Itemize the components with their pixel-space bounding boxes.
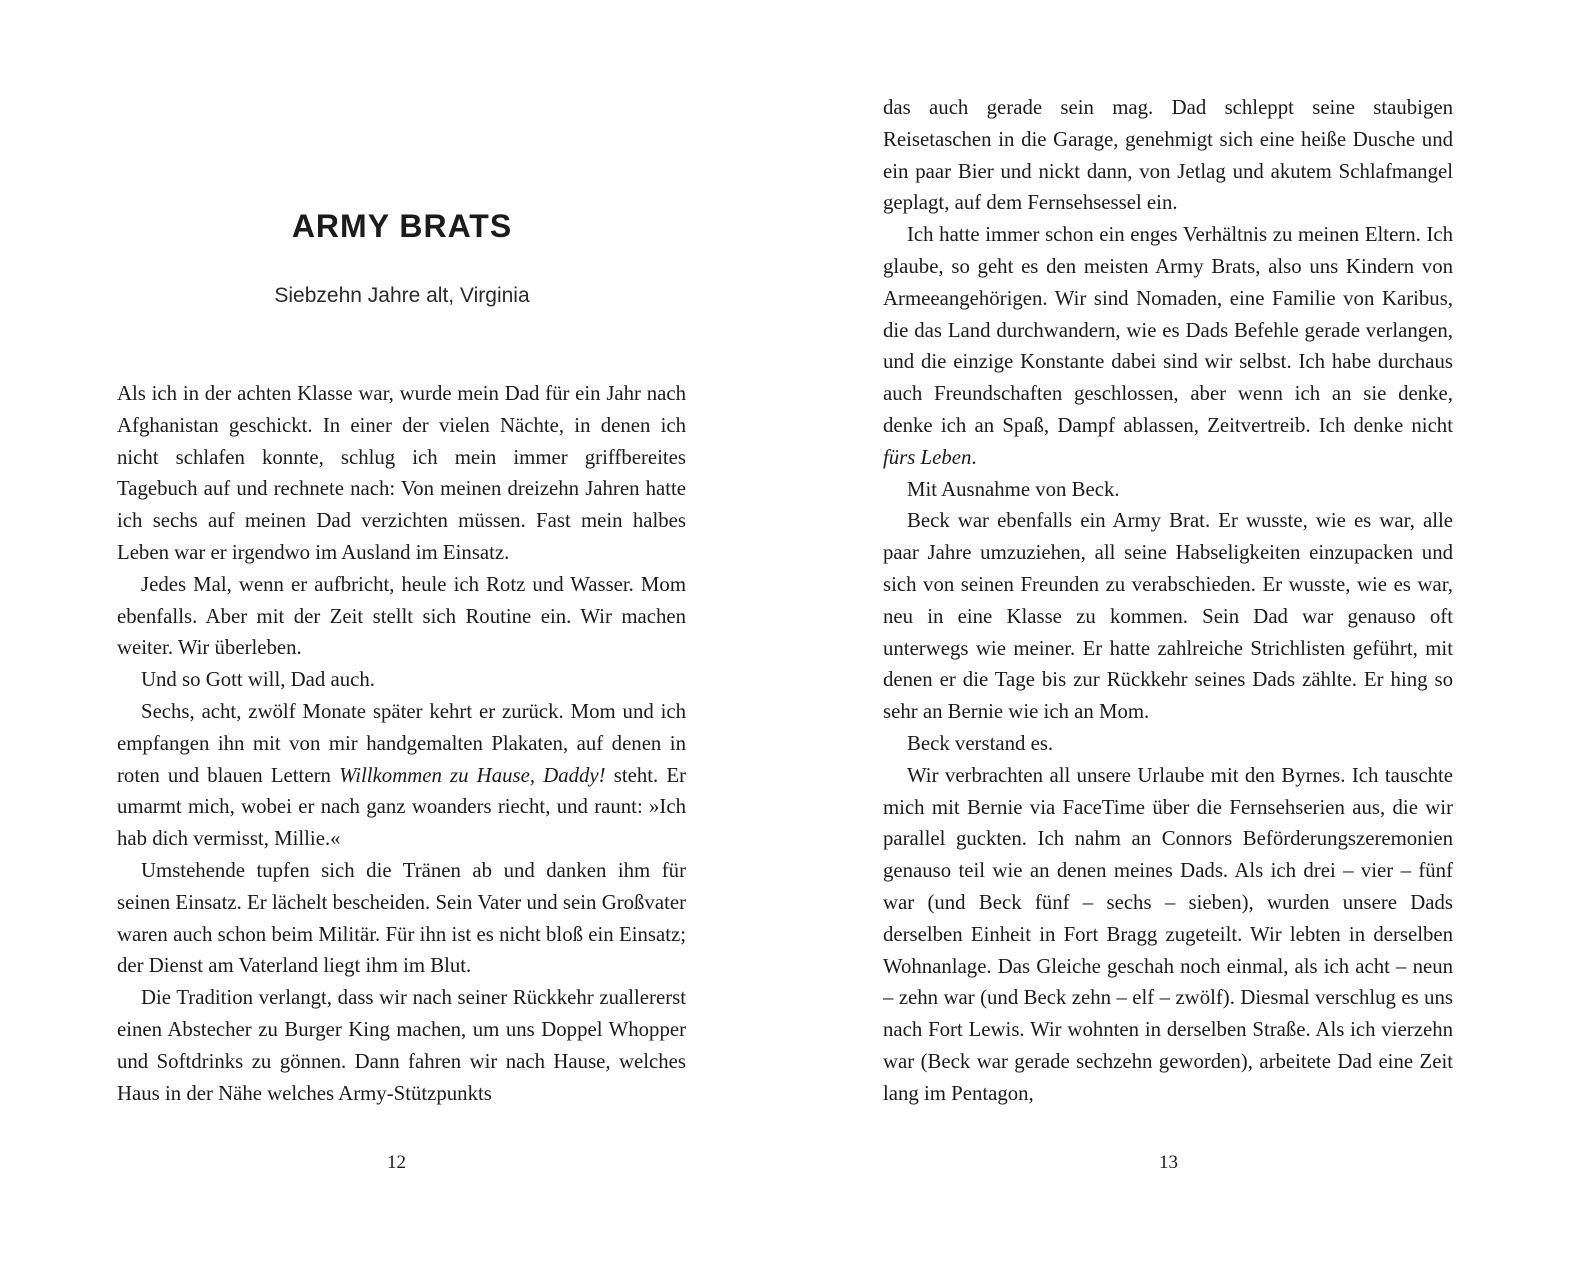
italic-phrase: fürs Leben	[883, 445, 972, 469]
paragraph: das auch gerade sein mag. Dad schleppt seine staubigen Reisetaschen in die Garage, genehmigt sich eine heiße Dusche und ein paar Bier und nickt dann, von Jetlag und akutem Schlafmangel geplagt, auf dem Fernsehsessel ein.	[883, 96, 1453, 215]
paragraph: Wir verbrachten all unsere Urlaube mit den Byrnes. Ich tauschte mich mit Bernie via FaceTime über die Fernsehserien aus, die wir parallel guckten. Ich nahm an Connors Beförderungszeremonien genauso teil wie an denen meines Dads. Als ich drei – vier – fünf war (und Beck fünf – sechs – sieben), wurden unsere Dads derselben Einheit in Fort Bragg zugeteilt. Wir lebten in derselben Wohnanlage. Das Gleiche geschah noch einmal, als ich acht – neun – zehn war (und Beck zehn – elf – zwölf). Diesmal verschlug es uns nach Fort Lewis. Wir wohnten in derselben Straße. Als ich vierzehn war (Beck war gerade sechzehn geworden), arbeitete Dad eine Zeit lang im Pentagon,	[883, 763, 1453, 1105]
paragraph: Beck verstand es.	[907, 731, 1054, 755]
paragraph	[117, 696, 686, 855]
page-number: 13	[1159, 1152, 1178, 1173]
paragraph: Als ich in der achten Klasse war, wurde mein Dad für ein Jahr nach Afghanistan geschickt. In einer der vielen Nächte, in denen ich nicht schlafen konnte, schlug ich mein immer griffbereites Tagebuch auf und rechnete nach: Von meinen dreizehn Jahren hatte ich sechs auf meinen Dad verzichten müssen. Fast mein halbes Leben war er irgendwo im Ausland im Einsatz.	[117, 382, 686, 564]
paragraph-text: .	[971, 445, 977, 469]
page-number: 12	[387, 1152, 406, 1173]
paragraph-text: Sechs, acht, zwölf Monate später kehrt er zurück. Mom und ich empfangen ihn mit von mir handgemalten Plakaten, auf denen in roten und blauen Lettern	[117, 699, 686, 787]
right-body-text	[883, 92, 1453, 1110]
paragraph-text: steht. Er umarmt mich, wobei er nach ganz woanders riecht, und raunt: »Ich hab dich vermisst, Millie.«	[117, 763, 686, 851]
chapter-subtitle: Siebzehn Jahre alt, Virginia	[274, 284, 530, 307]
paragraph	[883, 219, 1453, 473]
paragraph: Umstehende tupfen sich die Tränen ab und danken ihm für seinen Einsatz. Er lächelt bescheiden. Sein Vater und sein Großvater waren auch schon beim Militär. Für ihn ist es nicht bloß ein Einsatz; der Dienst am Vaterland liegt ihm im Blut.	[117, 858, 686, 978]
italic-phrase: Willkommen zu Hause, Daddy!	[339, 763, 606, 787]
paragraph-text: Ich hatte immer schon ein enges Verhältnis zu meinen Eltern. Ich glaube, so geht es den meisten Army Brats, also uns Kindern von Armeeangehörigen. Wir sind Nomaden, eine Familie von Karibus, die das Land durchwandern, wie es Dads Befehle gerade verlangen, und die einzige Konstante dabei sind wir selbst. Ich habe durchaus auch Freundschaften geschlossen, aber wenn ich an sie denke, denke ich an Spaß, Dampf ablassen, Zeitvertreib. Ich denke nicht	[883, 223, 1453, 437]
paragraph: Jedes Mal, wenn er aufbricht, heule ich Rotz und Wasser. Mom ebenfalls. Aber mit der Zeit stellt sich Routine ein. Wir machen weiter. Wir überleben.	[117, 572, 686, 660]
left-body-text	[117, 378, 686, 1109]
paragraph: Die Tradition verlangt, dass wir nach seiner Rückkehr zuallererst einen Abstecher zu Burger King machen, um uns Doppel Whopper und Softdrinks zu gönnen. Dann fahren wir nach Hause, welches Haus in der Nähe welches Army-Stützpunkts	[117, 986, 686, 1105]
right-page	[797, 0, 1594, 1270]
chapter-title: ARMY BRATS	[291, 208, 513, 244]
paragraph: Und so Gott will, Dad auch.	[141, 668, 375, 692]
paragraph: Mit Ausnahme von Beck.	[907, 477, 1120, 501]
paragraph: Beck war ebenfalls ein Army Brat. Er wusste, wie es war, alle paar Jahre umzuziehen, all seine Habseligkeiten einzupacken und sich von seinen Freunden zu verabschieden. Er wusste, wie es war, neu in eine Klasse zu kommen. Sein Dad war genauso oft unterwegs wie meiner. Er hatte zahlreiche Strichlisten geführt, mit denen er die Tage bis zur Rückkehr seines Dads zählte. Er hing so sehr an Bernie wie ich an Mom.	[883, 509, 1453, 724]
